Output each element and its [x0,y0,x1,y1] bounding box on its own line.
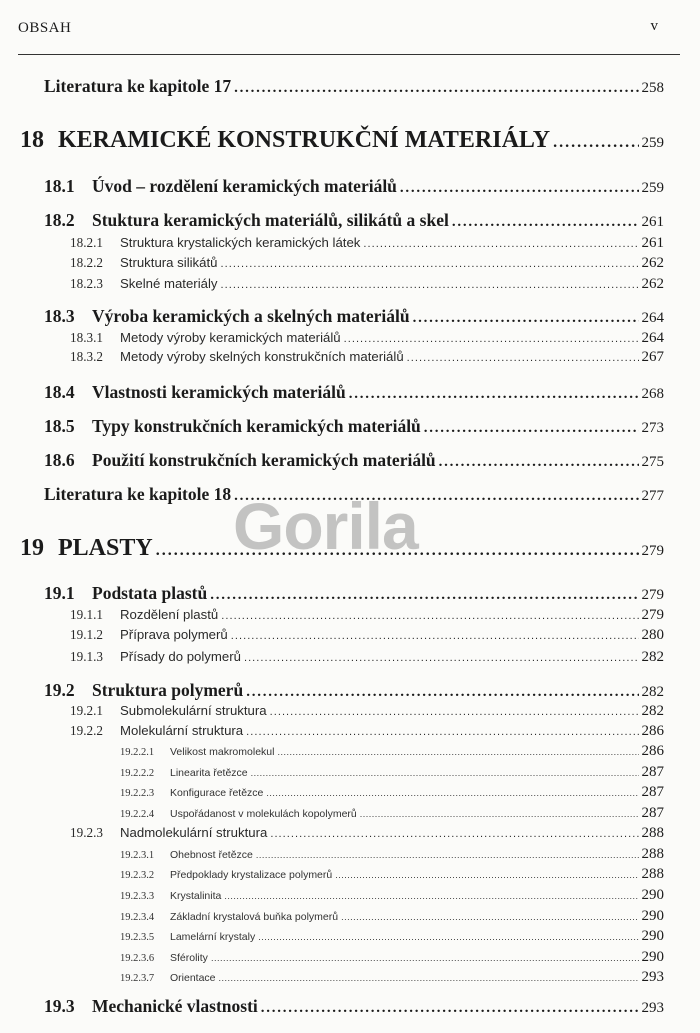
toc-entry-number: 19.1.2 [70,627,103,642]
toc-dot-leader [424,421,639,436]
toc-entry[interactable] [120,950,664,965]
toc-entry[interactable] [120,765,664,780]
toc-entry-number: 18.3.2 [70,349,103,364]
toc-entry-title: Skelné materiály [120,276,218,291]
toc-entry[interactable] [120,970,664,985]
toc-entry-title: Úvod – rozdělení keramických materiálů [92,176,397,196]
toc-dot-leader [251,769,639,778]
toc-entry-number: 18.2.1 [70,235,103,250]
toc-entry-page: 259 [641,180,664,196]
toc-entry-title: Lamelární krystaly [170,931,256,943]
toc-entry-title: Metody výroby skelných konstrukčních materiálů [120,349,404,364]
toc-entry-number: 19.2.2.3 [120,788,155,799]
page-number-roman: v [650,18,658,34]
toc-entry-page: 282 [641,703,664,719]
toc-entry-number: 19.2.2 [70,723,103,738]
toc-entry-page: 286 [641,723,664,739]
toc-entry-title: Struktura krystalických keramických látek [120,235,361,250]
toc-dot-leader [270,829,638,840]
toc-entry[interactable] [44,384,664,402]
toc-dot-leader [220,280,638,291]
toc-entry-title: Ohebnost řetězce [170,849,253,861]
toc-entry-page: 268 [641,386,664,402]
toc-entry-page: 264 [641,310,664,326]
toc-entry[interactable] [70,256,664,271]
toc-dot-leader [349,387,639,402]
toc-entry-title: Výroba keramických a skelných materiálů [92,306,410,326]
toc-entry[interactable] [120,929,664,944]
toc-entry-title: Mechanické vlastnosti [92,996,258,1016]
toc-entry-number: 18.1 [44,176,75,196]
toc-entry-page: 293 [641,969,664,985]
toc-entry-page: 293 [641,1000,664,1016]
toc-dot-leader [363,239,638,250]
toc-entry-title: Stuktura keramických materiálů, silikátů a skel [92,210,449,230]
toc-entry[interactable] [70,350,664,365]
toc-entry-title: Vlastnosti keramických materiálů [92,382,346,402]
toc-entry[interactable] [44,585,664,603]
toc-entry-title: Konfigurace řetězce [170,787,264,799]
toc-dot-leader [344,334,639,345]
toc-entry-number: 19.2.3.5 [120,932,155,943]
toc-entry[interactable] [120,806,664,821]
toc-dot-leader [335,871,638,880]
toc-entry[interactable] [44,682,664,700]
toc-entry-title: Příprava polymerů [120,627,228,642]
toc-entry[interactable] [44,452,664,470]
toc-dot-leader [246,685,638,700]
toc-entry-page: 288 [641,846,664,862]
toc-entry-title: Metody výroby keramických materiálů [120,330,341,345]
toc-entry-title: Typy konstrukčních keramických materiálů [92,416,421,436]
toc-entry-page: 259 [641,135,664,151]
toc-entry-page: 290 [641,928,664,944]
toc-entry[interactable] [120,867,664,882]
toc-dot-leader [220,259,638,270]
toc-entry-number: 19.2.3.2 [120,870,155,881]
toc-entry-title: Krystalinita [170,890,222,902]
toc-entry-number: 19.1.1 [70,607,103,622]
toc-entry-number: 19.2.3.4 [120,912,155,923]
toc-dot-leader [270,707,639,718]
toc-entry-page: 288 [641,866,664,882]
toc-entry-page: 290 [641,887,664,903]
toc-entry-page: 261 [641,214,664,230]
toc-entry-title: Literatura ke kapitole 18 [44,484,232,504]
toc-entry-page: 288 [641,825,664,841]
toc-entry-page: 282 [641,684,664,700]
toc-dot-leader [407,353,639,364]
toc-entry[interactable] [70,277,664,292]
toc-entry-title: Velikost makromolekul [170,746,275,758]
toc-dot-leader [360,810,639,819]
toc-entry-page: 267 [641,349,664,365]
toc-entry[interactable] [70,236,664,251]
toc-entry-page: 290 [641,949,664,965]
toc-entry[interactable] [120,888,664,903]
toc-entry[interactable] [44,308,664,326]
toc-entry-page: 273 [641,420,664,436]
toc-entry-title: Struktura polymerů [92,680,244,700]
toc-entry[interactable] [70,608,664,623]
toc-entry-page: 282 [641,649,664,665]
toc-entry[interactable] [44,178,664,196]
toc-entry-title: Přísady do polymerů [120,649,241,664]
toc-entry[interactable] [120,909,664,924]
toc-entry-number: 18 [20,127,44,153]
toc-entry-title: Podstata plastů [92,583,208,603]
toc-entry-title: Linearita řetězce [170,767,248,779]
toc-entry-page: 279 [641,607,664,623]
toc-entry[interactable] [120,785,664,800]
toc-dot-leader [224,892,638,901]
toc-entry-number: 18.6 [44,450,75,470]
toc-entry-title: Rozdělení plastů [120,607,219,622]
toc-entry[interactable] [70,826,664,841]
header-rule [18,54,680,55]
toc-entry-title: Literatura ke kapitole 17 [44,76,232,96]
toc-entry-page: 290 [641,908,664,924]
toc-entry-title: Použití konstrukčních keramických materiálů [92,450,436,470]
toc-dot-leader [246,727,638,738]
toc-entry-title: Nadmolekulární struktura [120,825,268,840]
toc-dot-leader [413,311,639,326]
toc-dot-leader [261,1001,639,1016]
toc-entry-number: 18.3.1 [70,330,103,345]
toc-entry-number: 18.3 [44,306,75,326]
toc-entry-page: 279 [641,587,664,603]
toc-entry-title: KERAMICKÉ KONSTRUKČNÍ MATERIÁLY [58,127,551,153]
toc-entry-title: Molekulární struktura [120,723,244,738]
toc-entry[interactable] [44,418,664,436]
watermark-logo: Gorila [233,489,418,563]
toc-dot-leader [234,81,638,96]
toc-entry-number: 19.2.2.2 [120,768,155,779]
toc-entry[interactable] [44,998,664,1016]
toc-entry[interactable] [120,744,664,759]
toc-entry-number: 19.2 [44,680,75,700]
toc-dot-leader [231,631,639,642]
toc-dot-leader [244,653,639,664]
toc-entry[interactable] [70,704,664,719]
toc-dot-leader [452,215,639,230]
toc-entry[interactable] [44,78,664,96]
toc-entry-number: 18.4 [44,382,75,402]
toc-entry-page: 279 [641,543,664,559]
toc-entry-title: Základní krystalová buňka polymerů [170,911,339,923]
running-header-title: OBSAH [18,20,72,36]
toc-entry-number: 19.1.3 [70,649,103,664]
toc-dot-leader [219,974,639,983]
toc-entry-number: 18.2.3 [70,276,103,291]
toc-entry-page: 277 [641,488,664,504]
toc-entry-title: PLASTY [58,535,153,561]
toc-dot-leader [277,748,638,757]
toc-entry[interactable] [70,724,664,739]
toc-entry-number: 19.2.1 [70,703,103,718]
toc-entry-page: 280 [641,627,664,643]
toc-entry-number: 18.2 [44,210,75,230]
toc-entry-number: 19.2.2.1 [120,747,155,758]
toc-entry[interactable] [70,628,664,643]
toc-entry-title: Submolekulární struktura [120,703,267,718]
toc-entry[interactable] [70,650,664,665]
toc-entry-page: 261 [641,235,664,251]
toc-dot-leader [258,933,638,942]
toc-dot-leader [256,851,639,860]
toc-dot-leader [400,181,639,196]
toc-entry-page: 258 [641,80,664,96]
toc-entry-page: 264 [641,330,664,346]
toc-entry-number: 19.2.2.4 [120,809,155,820]
toc-entry[interactable] [120,847,664,862]
toc-dot-leader [266,789,638,798]
toc-entry-number: 19.2.3.1 [120,850,155,861]
toc-entry-page: 275 [641,454,664,470]
toc-entry-number: 19.2.3.7 [120,973,155,984]
toc-entry-title: Struktura silikátů [120,255,218,270]
toc-entry-number: 19 [20,535,44,561]
toc-entry-page: 287 [641,805,664,821]
toc-entry[interactable] [20,128,664,152]
toc-entry-number: 19.2.3.6 [120,953,155,964]
toc-dot-leader [210,588,638,603]
toc-entry-title: Uspořádanost v molekulách kopolymerů [170,808,357,820]
toc-entry-title: Sférolity [170,952,208,964]
toc-entry-page: 262 [641,276,664,292]
toc-entry-number: 19.3 [44,996,75,1016]
toc-entry-number: 19.2.3 [70,825,103,840]
toc-entry-page: 286 [641,743,664,759]
toc-dot-leader [341,913,638,922]
toc-entry[interactable] [70,331,664,346]
toc-entry-number: 19.2.3.3 [120,891,155,902]
toc-dot-leader [553,135,638,151]
toc-dot-leader [439,455,639,470]
toc-entry-page: 262 [641,255,664,271]
toc-entry-number: 19.1 [44,583,75,603]
toc-dot-leader [211,954,639,963]
toc-entry-number: 18.5 [44,416,75,436]
toc-entry-number: 18.2.2 [70,255,103,270]
toc-entry-title: Předpoklady krystalizace polymerů [170,869,333,881]
toc-entry[interactable] [44,212,664,230]
toc-dot-leader [221,611,638,622]
toc-entry-page: 287 [641,784,664,800]
toc-entry-page: 287 [641,764,664,780]
toc-entry-title: Orientace [170,972,216,984]
